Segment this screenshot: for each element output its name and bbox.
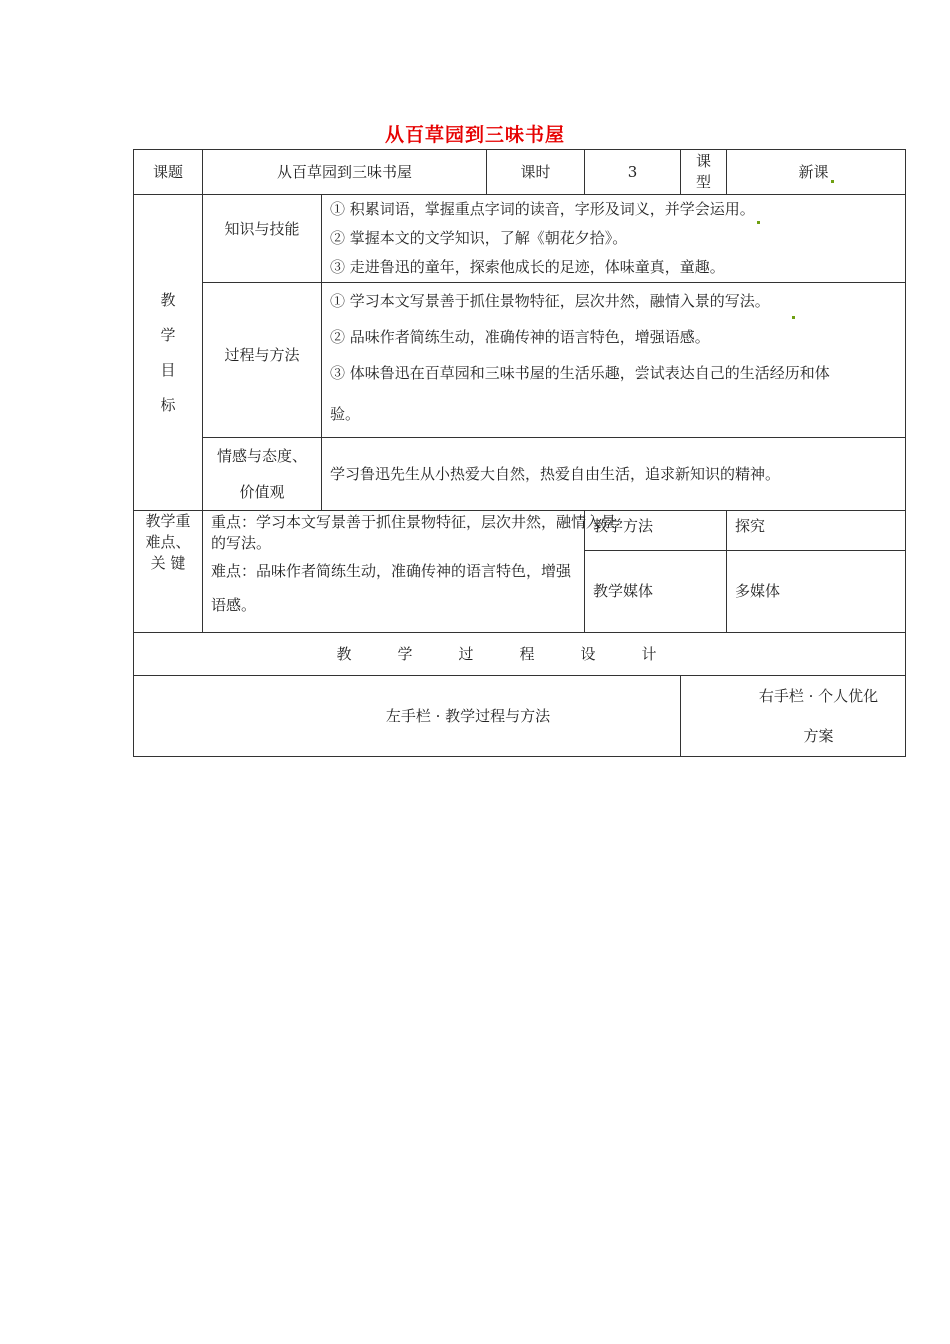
document-title: 从百草园到三味书屋 (384, 124, 565, 146)
goals-label-char-3: 目 (160, 360, 176, 379)
topic-label: 课题 (134, 150, 203, 195)
design-columns-row (134, 676, 906, 757)
type-value-cell (727, 150, 906, 195)
right-column-label (681, 676, 906, 757)
goals-knowledge-row (134, 195, 906, 283)
key-points-text (203, 511, 617, 633)
topic-value: 从百草园到三味书屋 (203, 150, 487, 195)
hours-label: 课时 (487, 150, 585, 195)
process-label: 过程与方法 (203, 283, 322, 438)
goals-label-char-2: 学 (160, 325, 176, 344)
focus-line-1: 重点：学习本文写景善于抓住景物特征，层次井然，融情入景 (211, 513, 617, 531)
process-item-3: ③ 体味鲁迅在百草园和三味书屋的生活乐趣，尝试表达自己的生活经历和体 (330, 364, 830, 382)
knowledge-label: 知识与技能 (203, 195, 322, 283)
lesson-plan-table (133, 149, 906, 757)
key-points-label (134, 511, 203, 633)
knowledge-items (322, 195, 906, 283)
design-heading: 教学过程设计 (134, 633, 906, 676)
process-item-3-continuation: 验。 (330, 405, 361, 423)
difficulty-line: 难点：品味作者简练生动，准确传神的语言特色，增强语感。 (211, 562, 572, 614)
key-points-row-1 (134, 511, 906, 551)
media-label: 教学媒体 (585, 551, 727, 633)
emotion-label (203, 438, 322, 511)
knowledge-item-3: ③ 走进鲁迅的童年，探索他成长的足迹，体味童真，童趣。 (330, 258, 725, 276)
key-points-label-line-1: 教学重 (145, 512, 191, 530)
process-item-1: ① 学习本文写景善于抓住景物特征，层次井然，融情入景的写法。 (330, 283, 897, 319)
media-value: 多媒体 (727, 551, 906, 633)
key-points-label-line-3: 关 键 (150, 554, 186, 572)
method-label: 教学方法 (585, 511, 727, 551)
right-column-line-2: 方案 (803, 727, 834, 745)
emotion-label-line-2: 价值观 (239, 483, 285, 501)
type-value: 新课 (798, 162, 829, 181)
method-value: 探究 (727, 511, 906, 551)
knowledge-item-1: ① 积累词语，掌握重点字词的读音，字形及词义，并学会运用。 (330, 195, 897, 224)
goals-emotion-row (134, 438, 906, 511)
hours-value: 3 (585, 150, 681, 195)
emotion-label-line-1: 情感与态度、 (216, 447, 307, 465)
process-item-2: ② 品味作者简练生动，准确传神的语言特色，增强语感。 (330, 328, 710, 346)
goals-process-row (134, 283, 906, 438)
mark-dot-icon (757, 221, 760, 224)
type-label: 课型 (681, 150, 727, 195)
mark-dot-icon (792, 316, 795, 319)
design-heading-row (134, 633, 906, 676)
header-row (134, 150, 906, 195)
left-column-label: 左手栏 · 教学过程与方法 (134, 676, 681, 757)
key-points-label-line-2: 难点、 (145, 533, 191, 551)
goals-label-char-4: 标 (160, 395, 176, 414)
right-column-line-1: 右手栏 · 个人优化 (758, 687, 879, 705)
mark-dot-icon (831, 180, 834, 183)
knowledge-item-2: ② 掌握本文的文学知识，了解《朝花夕拾》。 (330, 229, 628, 247)
goals-label (134, 195, 203, 511)
goals-label-char-1: 教 (160, 290, 176, 309)
process-items (322, 283, 906, 438)
focus-line-2: 的写法。 (211, 534, 272, 552)
emotion-text: 学习鲁迅先生从小热爱大自然，热爱自由生活，追求新知识的精神。 (322, 438, 906, 511)
